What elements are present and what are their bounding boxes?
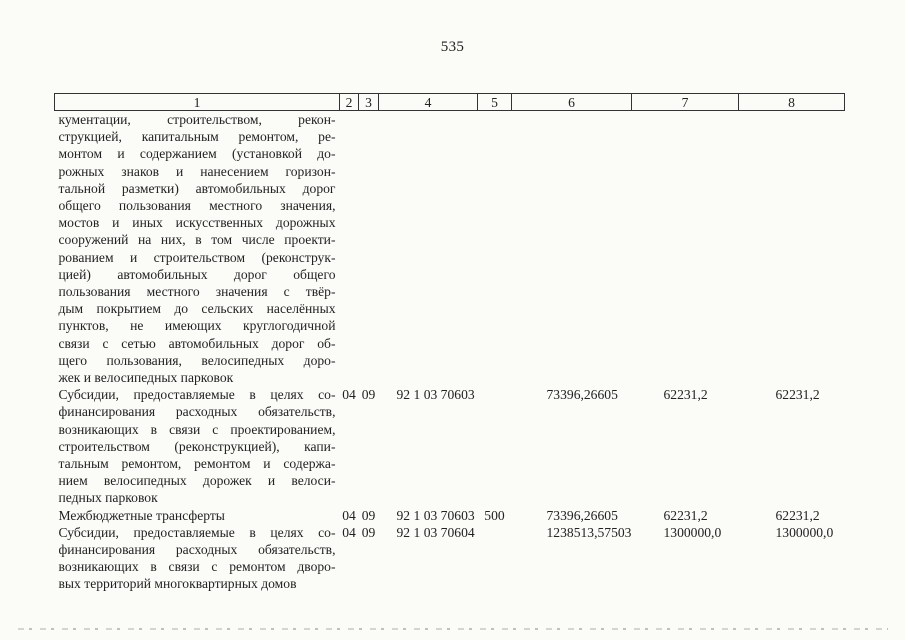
description-line: Межбюджетные трансферты (58, 507, 225, 523)
col-header-3: 3 (359, 94, 379, 111)
col-header-7: 7 (631, 94, 738, 111)
expense-type-code (478, 386, 512, 506)
header-row (55, 94, 845, 111)
amount-col-6: 73396,26605 (546, 387, 618, 403)
description-line: кументации, строительством, рекон- (58, 112, 336, 127)
col-header-8: 8 (738, 94, 844, 111)
amount-col-7: 62231,2 (663, 507, 708, 523)
section-code: 04 (342, 524, 356, 540)
description-line: возникающих в связи с ремонтом дворо- (58, 559, 336, 575)
description-line: вых территорий многоквартирных домов (58, 576, 297, 592)
expense-type-code (478, 111, 512, 387)
amount-col-6 (512, 111, 632, 387)
amount-col-8: 1300000,0 (775, 524, 834, 540)
description-line: финансирования расходных обязательств, (58, 542, 336, 558)
subsection-code: 09 (361, 524, 376, 540)
description-line: строительством (реконструкцией), капи- (58, 438, 336, 454)
description-line: педных парковок (58, 490, 158, 506)
target-article-code: 92 1 03 70603 (396, 387, 475, 403)
budget-table (54, 93, 845, 593)
amount-col-7: 1300000,0 (663, 524, 722, 540)
section-code (340, 111, 359, 387)
target-article-code (379, 111, 478, 387)
description-line: Субсидии, предоставляемые в целях со- (58, 387, 336, 403)
expense-type-code: 500 (484, 507, 505, 523)
description-line: монтом и содержанием (установкой до- (58, 146, 336, 162)
amount-col-8: 62231,2 (775, 387, 820, 403)
expense-type-code (478, 524, 512, 593)
description-line: рованием и строительством (реконструк- (58, 249, 336, 265)
description-line: общего пользования местного значения, (58, 198, 336, 214)
subsection-code: 09 (361, 507, 376, 523)
col-header-2: 2 (340, 94, 359, 111)
amount-col-6: 73396,26605 (546, 507, 618, 523)
table-row (55, 524, 845, 593)
table-row (55, 507, 845, 524)
target-article-code: 92 1 03 70603 (396, 507, 475, 523)
table-row (55, 386, 845, 506)
description-line: тальной разметки) автомобильных дорог (58, 180, 336, 196)
description-line: финансирования расходных обязательств, (58, 404, 336, 420)
amount-col-7: 62231,2 (663, 387, 708, 403)
page-number: 535 (440, 39, 465, 55)
description-line: тальным ремонтом, ремонтом и содержа- (58, 456, 336, 472)
description-line: дым покрытием до сельских населённых (58, 301, 336, 317)
description-line: пунктов, не имеющих круглогодичной (58, 318, 336, 334)
col-header-1: 1 (55, 94, 340, 111)
description-line: возникающих в связи с проектированием, (58, 421, 336, 437)
description-line: связи с сетью автомобильных дорог об- (58, 335, 336, 351)
row-description (55, 111, 340, 387)
description-line: жек и велосипедных парковок (58, 370, 234, 386)
amount-col-7 (631, 111, 738, 387)
description-line: мостов и иных искусственных дорожных (58, 215, 336, 231)
description-line: рожных знаков и нанесением горизон- (58, 163, 336, 179)
row-description (55, 524, 340, 593)
description-line: щего пользования, велосипедных доро- (58, 352, 336, 368)
table-row (55, 111, 845, 387)
subsection-code: 09 (361, 387, 376, 403)
description-line: нием велосипедных дорожек и велоси- (58, 473, 336, 489)
col-header-5: 5 (478, 94, 512, 111)
description-line: сооружений на них, в том числе проекти- (58, 232, 336, 248)
target-article-code: 92 1 03 70604 (396, 524, 475, 540)
description-line: струкцией, капитальным ремонтом, ре- (58, 129, 336, 145)
amount-col-8: 62231,2 (775, 507, 820, 523)
row-description (55, 386, 340, 506)
subsection-code (359, 111, 379, 387)
amount-col-8 (738, 111, 844, 387)
description-line: пользования местного значения с твёр- (58, 284, 336, 300)
section-code: 04 (342, 507, 356, 523)
row-description (55, 507, 340, 524)
section-code: 04 (342, 387, 356, 403)
description-line: Субсидии, предоставляемые в целях со- (58, 524, 336, 540)
col-header-4: 4 (379, 94, 478, 111)
col-header-6: 6 (512, 94, 632, 111)
scan-edge-noise (18, 628, 888, 630)
amount-col-6: 1238513,57503 (546, 524, 632, 540)
description-line: цией) автомобильных дорог общего (58, 266, 336, 282)
